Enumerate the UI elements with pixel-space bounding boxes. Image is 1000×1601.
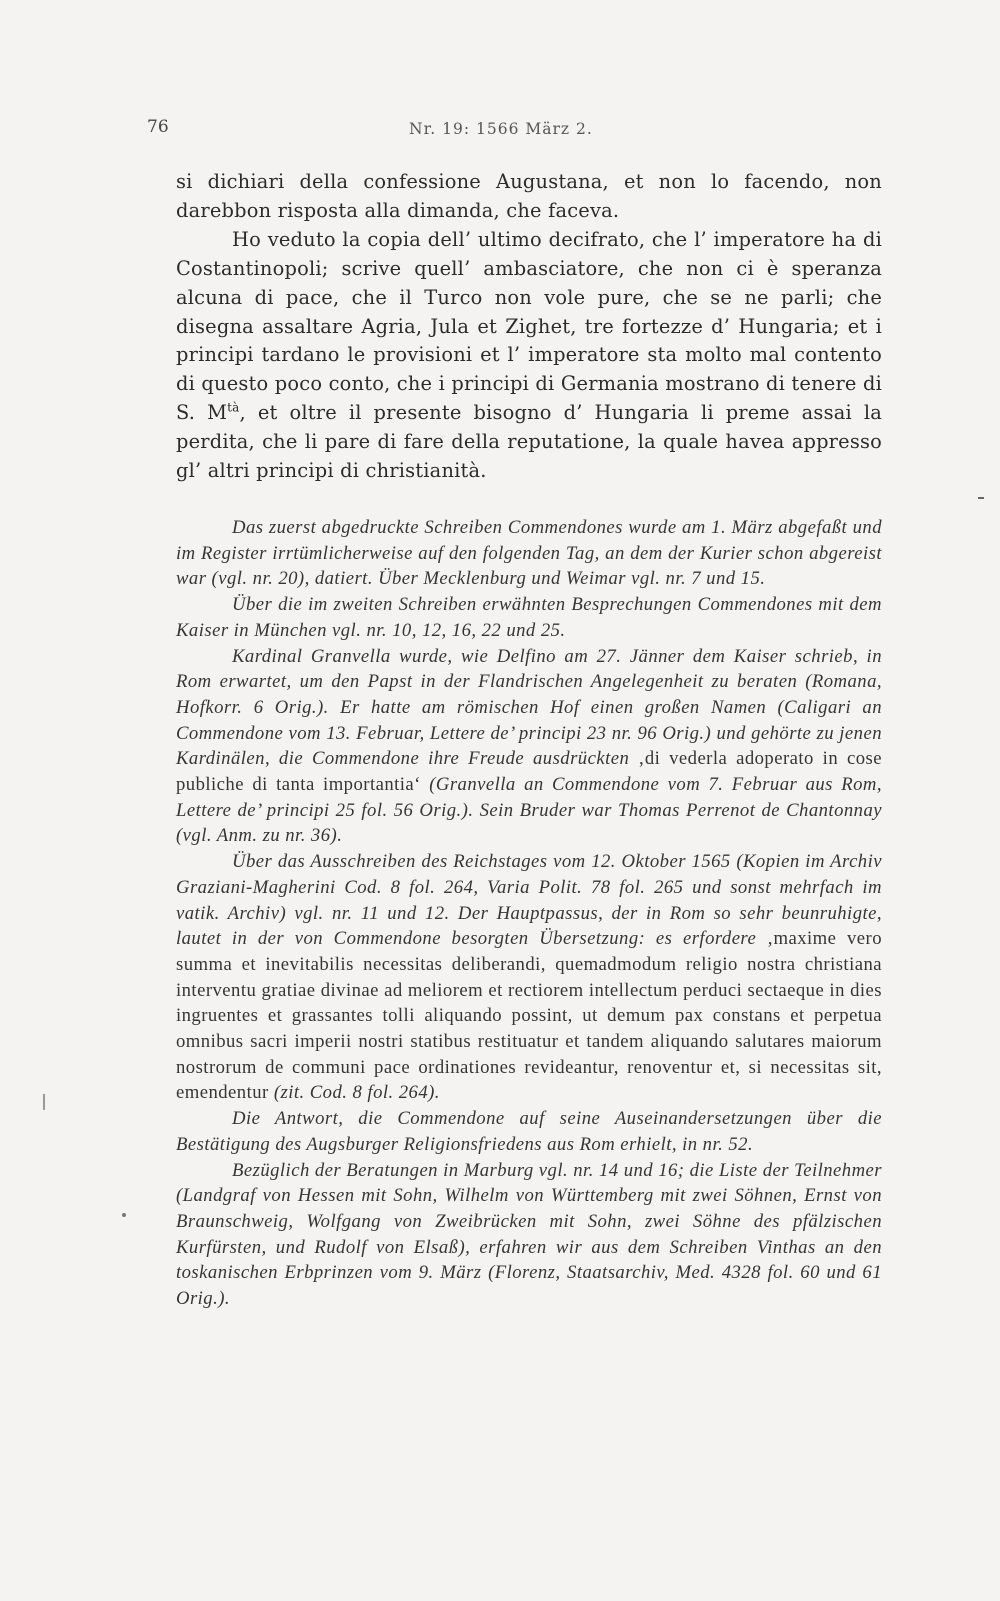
note-3 [176,644,882,850]
note-3-text-b: (Granvella an Commendone vom 7. Februar aus Rom, Lettere de’ principi 25 fol. 56 Orig.). Sein Bruder war Thomas Perrenot de Chantonnay (vgl. Anm. zu nr. 36). [176,774,882,847]
note-5: Die Antwort, die Commendone auf seine Auseinandersetzungen über die Bestätigung des Augsburger Religionsfriedens aus Rom erhielt, in nr. 52. [176,1108,882,1155]
running-head: Nr. 19: 1566 März 2. [409,120,593,138]
note-4 [176,849,882,1106]
margin-dot [122,1213,126,1217]
paragraph-2-text-b: , et oltre il presente bisogno d’ Hungaria li preme assai la perdita, che li pare di fare della reputatione, la quale havea appresso gl’ altri principi di christianità. [176,401,882,483]
page-number: 76 [147,117,169,137]
page-header [147,115,900,141]
margin-speck [978,497,984,499]
paragraph-2 [176,226,882,486]
note-4-text-a: Über das Ausschreiben des Reichstages vom 12. Oktober 1565 (Kopien im Archiv Graziani-Magherini Cod. 8 fol. 264, Varia Polit. 78 fol. 265 und sonst mehrfach im vatik. Archiv) vgl. nr. 11 und 12. Der Hauptpassus, der in Rom so sehr beunruhigte, lautet in der von Commendone besorgten Übersetzung: es erfordere [176,851,882,950]
superscript: tà [227,400,240,415]
note-6: Bezüglich der Beratungen in Marburg vgl. nr. 14 und 16; die Liste der Teilnehmer (Landgraf von Hessen mit Sohn, Wilhelm von Württemberg mit zwei Söhnen, Ernst von Braunschweig, Wolfgang von Zweibrücken mit Sohn, zwei Söhne des pfälzischen Kurfürsten, und Rudolf von Elsaß), erfahren wir aus dem Schreiben Vinthas an den toskanischen Erbprinzen vom 9. März (Florenz, Staatsarchiv, Med. 4328 fol. 60 und 61 Orig.). [176,1159,882,1310]
note-3-quote: ‚di vederla adoperato in cose publiche di tanta importantia‘ [176,748,882,796]
note-1: Das zuerst abgedruckte Schreiben Commendones wurde am 1. März abgefaßt und im Register irrtümlicherweise auf den folgenden Tag, an dem der Kurier schon abgereist war (vgl. nr. 20), datiert. Über Mecklenburg und Weimar vgl. nr. 7 und 15. [176,517,882,590]
margin-tick [43,1094,45,1110]
note-2: Über die im zweiten Schreiben erwähnten Besprechungen Commendones mit dem Kaiser in München vgl. nr. 10, 12, 16, 22 und 25. [176,594,882,641]
paragraph-2-text-a: Ho veduto la copia dell’ ultimo decifrato, che l’ imperatore ha di Costantinopoli; scrive quell’ ambasciatore, che non ci è speranza alcuna di pace, che il Turco non vole pure, che se ne parli; che disegna assaltare Agria, Jula et Zighet, tre fortezze d’ Hungaria; et i principi tardano le provisioni et l’ imperatore sta molto mal contento di questo poco conto, che i principi di Germania mostrano di tenere di S. M [176,227,882,425]
editorial-notes [176,515,882,1312]
main-text [176,168,882,486]
note-4-citation: (zit. Cod. 8 fol. 264). [273,1082,440,1104]
note-3-text-a: Kardinal Granvella wurde, wie Delfino am 27. Jänner dem Kaiser schrieb, in Rom erwartet, um den Papst in der Flandrischen Angelegenheit zu beraten (Romana, Hofkorr. 6 Orig.). Er hatte am römischen Hof einen großen Namen (Caligari an Commendone vom 13. Februar, Lettere de’ principi 23 nr. 96 Orig.) und gehörte zu jenen Kardinälen, die Commendone ihre Freude ausdrückten [176,645,882,770]
paragraph-1: si dichiari della confessione Augustana, et non lo facendo, non darebbon risposta alla dimanda, che faceva. [176,170,882,222]
note-4-latin-quote: ‚maxime vero summa et inevitabilis necessitas deliberandi, quemadmodum religio nostra christiana interventu gratiae divinae ad meliorem et rectiorem intellectum perduci sectaeque in dies ingruentes et grassantes tolli aliquando possint, ut demum pax constans et perpetua omnibus sacri imperii nostri statibus restituatur et tandem aliquando salutares maiorum nostrorum de communi pace ordinationes revideantur, renoventur et, si necessitas sit, emendentur [176,928,882,1104]
